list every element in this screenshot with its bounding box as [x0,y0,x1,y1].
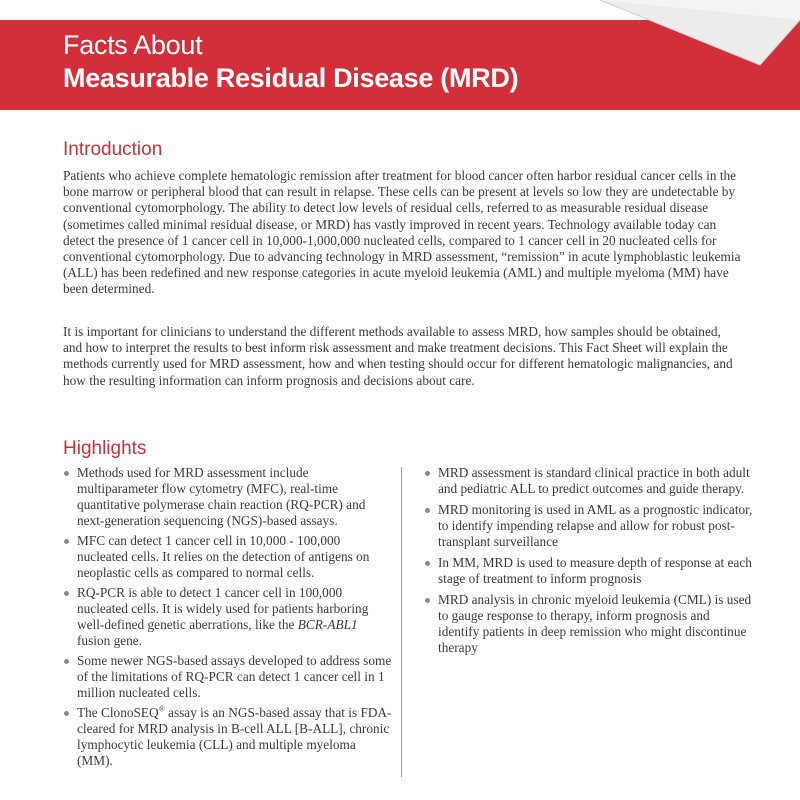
highlights-heading: Highlights [63,438,147,459]
highlight-item: MFC can detect 1 cancer cell in 10,000 - 100,000 nucleated cells. It relies on the detection of antigens on neoplastic cells as compared to normal cells. [63,533,393,581]
highlight-item: Methods used for MRD assessment include multiparameter flow cytometry (MFC), real-time quantitative polymerase chain reaction (RQ-PCR) and next-generation sequencing (NGS)-based assays. [63,465,393,529]
highlights-left-column [63,465,393,773]
highlight-item: Some newer NGS-based assays developed to address some of the limitations of RQ-PCR can detect 1 cancer cell in 1 million nucleated cells. [63,653,393,701]
highlight-text: RQ-PCR is able to detect 1 cancer cell in 100,000 nucleated cells. It is widely used for patients harboring well-defined genetic aberrations, like the [77,585,369,632]
highlight-item: MRD analysis in chronic myeloid leukemia (CML) is used to gauge response to therapy, inform prognosis and identify patients in deep remission who might discontinue therapy [424,592,754,656]
introduction-paragraph-1: Patients who achieve complete hematologic remission after treatment for blood cancer often harbor residual cancer cells in the bone marrow or peripheral blood that can result in relapse. These cells can be present at levels so low they are undetectable by conventional cytomorphology. The ability to detect low levels of residual cells, referred to as measurable residual disease (sometimes called minimal residual disease, or MRD) has vastly improved in recent years. Technology available today can detect the presence of 1 cancer cell in 10,000-1,000,000 nucleated cells, compared to 1 cancer cell in 20 nucleated cells for conventional cytomorphology. Due to advancing technology in MRD assessment, “remission” in acute lymphoblastic leukemia (ALL) has been redefined and new response categories in acute myeloid leukemia (AML) and multiple myeloma (MM) have been determined. [63,168,741,297]
registered-mark: ® [158,704,165,714]
column-divider [401,467,402,777]
introduction-paragraph-2: It is important for clinicians to understand the different methods available to assess MRD, how samples should be obtained, and how to interpret the results to best inform risk assessment and make treatment decisions. This Fact Sheet will explain the methods currently used for MRD assessment, how and when testing should occur for different hematologic malignancies, and how the resulting information can inform prognosis and decisions about care. [63,324,733,388]
highlight-text: The ClonoSEQ [77,705,159,720]
highlight-item: MRD assessment is standard clinical practice in both adult and pediatric ALL to predict outcomes and guide therapy. [424,465,754,497]
gene-name: BCR-ABL1 [297,617,358,632]
highlight-item [63,705,393,769]
highlight-item [63,585,393,649]
title-line-1: Facts About [63,30,203,60]
highlight-text: assay is an NGS-based assay that is FDA-cleared for MRD analysis in B-cell ALL [B-ALL], chronic lymphocytic leukemia (CLL) and multiple myeloma (MM). [77,705,392,768]
highlights-right-column [424,465,754,661]
title-line-2: Measurable Residual Disease (MRD) [63,63,519,93]
page-corner [600,0,800,20]
highlight-item: MRD monitoring is used in AML as a prognostic indicator, to identify impending relapse and allow for robust post-transplant surveillance [424,502,754,550]
introduction-heading: Introduction [63,139,163,160]
highlight-item: In MM, MRD is used to measure depth of response at each stage of treatment to inform prognosis [424,555,754,587]
highlight-text: fusion gene. [77,633,142,648]
